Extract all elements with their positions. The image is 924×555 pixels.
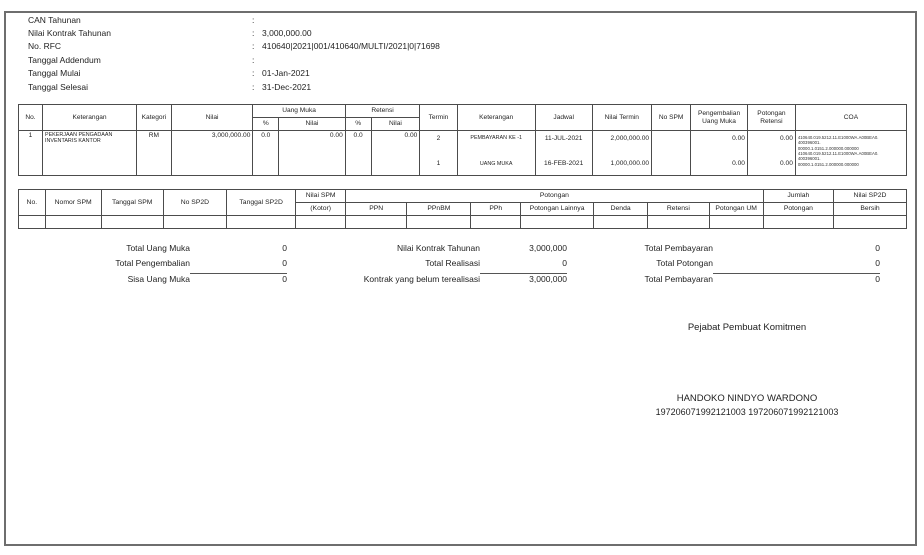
- field-separator: :: [252, 14, 255, 25]
- termin-keterangan: PEMBAYARAN KE -1: [470, 135, 522, 141]
- t2-empty-cell: [346, 216, 407, 229]
- termin-nilai: 1,000,000.00: [610, 160, 650, 168]
- t1-cell-pengembalian-um: [691, 131, 748, 176]
- contract-header-fields: [28, 13, 440, 93]
- t2-header-potongan-group: Potongan: [346, 190, 764, 203]
- signature-nip: 197206071992121003 197206071992121003: [655, 407, 839, 417]
- totals-kontrak-group: [300, 240, 567, 287]
- field-tanggal-addendum: [28, 53, 440, 66]
- t1-header-ret-nilai: Nilai: [371, 118, 420, 131]
- t2-empty-cell: [471, 216, 521, 229]
- field-label: CAN Tahunan: [28, 14, 81, 25]
- total-row: [560, 256, 880, 272]
- t1-cell-coa: [795, 131, 906, 176]
- field-tanggal-selesai: [28, 80, 440, 93]
- total-label: Total Uang Muka: [126, 242, 190, 253]
- t2-header-bersih: Bersih: [833, 203, 906, 216]
- totals-pembayaran-group: [560, 240, 880, 287]
- spm-sp2d-table: [18, 189, 907, 229]
- t1-header-uang-muka-group: Uang Muka: [253, 105, 345, 118]
- t1-cell-potongan-retensi: [747, 131, 795, 176]
- t2-empty-cell: [45, 216, 101, 229]
- t1-header-keterangan: Keterangan: [42, 105, 136, 131]
- t1-header-keterangan2: Keterangan: [457, 105, 535, 131]
- field-label: No. RFC: [28, 41, 62, 52]
- t2-empty-cell: [296, 216, 346, 229]
- termin-pengembalian-um: 0.00: [732, 135, 745, 142]
- field-separator: :: [252, 41, 255, 52]
- t2-header-nomor-spm: Nomor SPM: [45, 190, 101, 216]
- t2-header-denda: Denda: [594, 203, 648, 216]
- t2-header-tanggal-spm: Tanggal SPM: [101, 190, 163, 216]
- total-value: 0: [282, 242, 287, 253]
- total-label: Nilai Kontrak Tahunan: [396, 242, 480, 253]
- contract-termin-table: [18, 104, 907, 176]
- t2-header-no-sp2d: No SP2D: [163, 190, 226, 216]
- signature-block: [597, 322, 897, 417]
- t1-cell-nilai: 3,000,000.00: [171, 131, 253, 176]
- total-row: [300, 256, 567, 272]
- signature-name: HANDOKO NINDYO WARDONO: [676, 393, 818, 404]
- field-separator: :: [252, 81, 255, 92]
- total-row: [60, 240, 287, 256]
- total-value: 0: [562, 258, 567, 269]
- termin-jadwal: 11-JUL-2021: [544, 135, 583, 142]
- field-no-rfc: [28, 40, 440, 53]
- t1-cell-termin: [420, 131, 457, 176]
- termin-nilai: 2,000,000.00: [610, 135, 650, 142]
- field-value: 410640|2021|001/410640/MULTI/2021|0|71698: [262, 41, 440, 52]
- total-value: 0: [875, 242, 880, 253]
- field-value: 3,000,000.00: [262, 28, 312, 39]
- t1-cell-nilai-termin: [592, 131, 651, 176]
- t1-header-kategori: Kategori: [137, 105, 172, 131]
- t2-header-ppnbm: PPnBM: [407, 203, 471, 216]
- t2-empty-cell: [763, 216, 833, 229]
- t2-empty-cell: [19, 216, 46, 229]
- total-label: Total Pembayaran: [644, 242, 713, 253]
- t1-cell-ret-nilai: 0.00: [371, 131, 420, 176]
- termin-number: 1: [436, 160, 441, 168]
- t2-header-jumlah: Jumlah: [763, 190, 833, 203]
- termin-potongan-retensi: 0.00: [780, 160, 793, 168]
- t2-empty-cell: [648, 216, 709, 229]
- total-row-sum: [60, 271, 287, 287]
- termin-jadwal: 16-FEB-2021: [544, 160, 584, 168]
- t1-cell-no-spm: [652, 131, 691, 176]
- t1-cell-ret-pct: 0.0: [345, 131, 371, 176]
- total-value: 0: [282, 258, 287, 269]
- t1-cell-no: 1: [19, 131, 43, 176]
- t1-cell-jadwal: [535, 131, 592, 176]
- t1-header-pengembalian-um: Pengembalian Uang Muka: [691, 105, 748, 131]
- t1-data-row: [19, 131, 907, 176]
- t1-header-nilai: Nilai: [171, 105, 253, 131]
- totals-uang-muka-group: [60, 240, 287, 287]
- t2-header-pph: PPh: [471, 203, 521, 216]
- t1-cell-um-pct: 0.0: [253, 131, 279, 176]
- field-separator: :: [252, 28, 255, 39]
- field-label: Tanggal Selesai: [28, 81, 89, 92]
- t2-header-ppn: PPN: [346, 203, 407, 216]
- field-label: Nilai Kontrak Tahunan: [28, 28, 112, 39]
- total-label: Total Pengembalian: [115, 258, 190, 269]
- t1-cell-keterangan: PEKERJAAN PENGADAAN INVENTARIS KANTOR: [42, 131, 136, 176]
- t1-header-coa: COA: [795, 105, 906, 131]
- t1-cell-keterangan2: [457, 131, 535, 176]
- total-value: 3,000,000: [480, 273, 567, 284]
- field-value: 01-Jan-2021: [262, 68, 310, 79]
- t1-header-um-pct: %: [253, 118, 279, 131]
- total-row-sum: [300, 271, 567, 287]
- t2-header-potongan-um: Potongan UM: [709, 203, 763, 216]
- total-row: [60, 256, 287, 272]
- field-separator: :: [252, 68, 255, 79]
- t1-header-ret-pct: %: [345, 118, 371, 131]
- total-label: Total Pembayaran: [644, 273, 713, 284]
- t2-empty-cell: [226, 216, 295, 229]
- field-separator: :: [252, 54, 255, 65]
- t1-header-no: No.: [19, 105, 43, 131]
- t1-header-nilai-termin: Nilai Termin: [592, 105, 651, 131]
- t1-cell-um-nilai: 0.00: [279, 131, 346, 176]
- t2-header-potongan-lainnya: Potongan Lainnya: [521, 203, 594, 216]
- t1-cell-kategori: RM: [137, 131, 172, 176]
- t1-header-um-nilai: Nilai: [279, 118, 346, 131]
- field-nilai-kontrak-tahunan: [28, 26, 440, 39]
- termin-number: 2: [436, 135, 441, 142]
- total-label: Total Potongan: [656, 258, 713, 269]
- t1-header-jadwal: Jadwal: [535, 105, 592, 131]
- total-label: Sisa Uang Muka: [127, 273, 190, 284]
- t2-empty-cell: [594, 216, 648, 229]
- t2-header-jumlah-potongan: Potongan: [763, 203, 833, 216]
- t2-header-no: No.: [19, 190, 46, 216]
- termin-keterangan: UANG MUKA: [479, 160, 513, 167]
- field-label: Tanggal Mulai: [28, 68, 81, 79]
- termin-pengembalian-um: 0.00: [732, 160, 745, 168]
- field-can-tahunan: [28, 13, 440, 26]
- t1-header-potongan-retensi: Potongan Retensi: [747, 105, 795, 131]
- termin-coa: 410640.019.5212.11.E1000WA.A00BEA0. 400396001. 00000.1.0151.2.000000.000000: [797, 151, 879, 167]
- termin-potongan-retensi: 0.00: [780, 135, 793, 142]
- t1-header-retensi-group: Retensi: [345, 105, 420, 118]
- field-value: 31-Dec-2021: [262, 81, 312, 92]
- t2-empty-row: [19, 216, 907, 229]
- total-value: 0: [190, 273, 287, 284]
- t2-empty-cell: [407, 216, 471, 229]
- t2-empty-cell: [163, 216, 226, 229]
- t2-header-kotor: (Kotor): [296, 203, 346, 216]
- total-value: 3,000,000: [529, 242, 567, 253]
- signature-title: Pejabat Pembuat Komitmen: [687, 322, 807, 333]
- field-label: Tanggal Addendum: [28, 54, 101, 65]
- t2-header-nilai-spm: Nilai SPM: [296, 190, 346, 203]
- total-row: [560, 240, 880, 256]
- total-value: 0: [875, 258, 880, 269]
- t2-header-nilai-sp2d: Nilai SP2D: [833, 190, 906, 203]
- total-row: [300, 240, 567, 256]
- t2-empty-cell: [101, 216, 163, 229]
- total-label: Total Realisasi: [425, 258, 480, 269]
- t1-header-termin: Termin: [420, 105, 457, 131]
- field-tanggal-mulai: [28, 67, 440, 80]
- t2-header-retensi: Retensi: [648, 203, 709, 216]
- total-label: Kontrak yang belum terealisasi: [363, 273, 480, 284]
- t2-header-tanggal-sp2d: Tanggal SP2D: [226, 190, 295, 216]
- t2-empty-cell: [709, 216, 763, 229]
- t2-empty-cell: [833, 216, 906, 229]
- total-value: 0: [713, 273, 880, 284]
- t1-header-no-spm: No SPM: [652, 105, 691, 131]
- total-row-sum: [560, 271, 880, 287]
- termin-coa: 410640.019.5212.11.E1000WA.A00BEA0. 400396001. 00000.1.0151.2.000000.000000: [797, 135, 879, 151]
- t2-empty-cell: [521, 216, 594, 229]
